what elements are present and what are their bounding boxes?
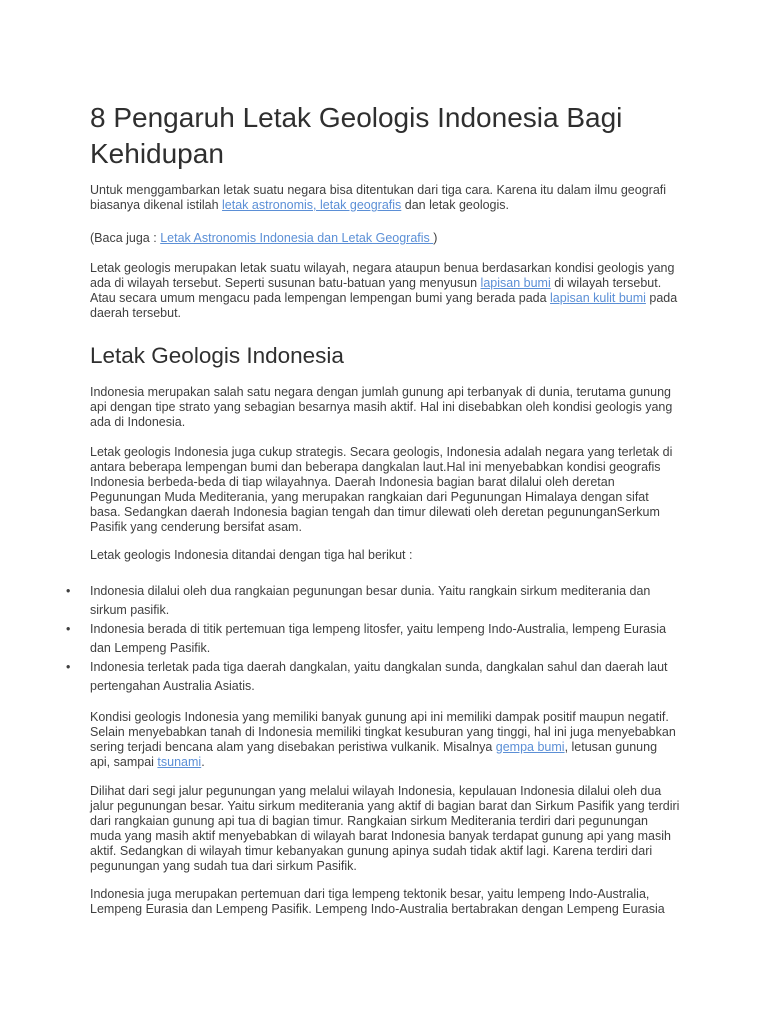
dampak-text-1: Kondisi geologis Indonesia yang memiliki banyak gunung api ini memiliki dampak positif maupun negatif. Selain menyebabkan tanah di Indonesia memiliki tingkat kesuburan yang tinggi, hal ini juga menyebabkan sering terjadi bencana alam yang disebakan peristiwa vulkanik. Misalnya [90, 710, 676, 754]
baca-juga-prefix: (Baca juga : [90, 231, 161, 245]
paragraph-lempeng-tektonik: Indonesia juga merupakan pertemuan dari tiga lempeng tektonik besar, yaitu lempeng Indo-Australia, Lempeng Eurasia dan Lempeng Pasifik. Lempeng Indo-Australia bertabrakan dengan Lempeng Eurasia [90, 887, 665, 916]
astronomis-geografis-link[interactable]: letak astronomis, letak geografis [222, 198, 402, 212]
list-item [66, 620, 680, 658]
definition-text-1: Letak geologis merupakan letak suatu wilayah, negara ataupun benua berdasarkan kondisi geologis yang ada di wilayah tersebut. Seperti susunan batu-batuan yang menyusun [90, 261, 675, 290]
bullet-glyph: • [66, 622, 71, 636]
paragraph-ditandai: Letak geologis Indonesia ditandai dengan tiga hal berikut : [90, 548, 413, 562]
paragraph-dampak [90, 710, 680, 770]
paragraph-letak-strategis: Letak geologis Indonesia juga cukup strategis. Secara geologis, Indonesia adalah negara yang terletak di antara beberapa lempengan bumi dan beberapa dangkalan laut.Hal ini menyebabkan kondisi geografis Indonesia berbeda-beda di tiap wilayahnya. Daerah Indonesia bagian barat dilalui oleh deretan Pegunungan Muda Mediterania, yang merupakan rangkaian dari Pegunungan Himalaya dengan sifat basa. Sedangkan daerah Indonesia bagian tengah dan timur dilewati oleh deretan pegununganSerkum Pasifik yang cenderung bersifat asam. [90, 445, 673, 534]
bullet-glyph: • [66, 660, 71, 674]
baca-juga-paragraph [90, 231, 680, 246]
bullet-glyph: • [66, 584, 71, 598]
tsunami-link[interactable]: tsunami [157, 755, 202, 769]
bullet-list [66, 582, 680, 696]
page-title: 8 Pengaruh Letak Geologis Indonesia Bagi Kehidupan [90, 102, 623, 169]
dampak-text-2: , letusan gunung api, sampai [90, 740, 658, 769]
section-heading: Letak Geologis Indonesia [90, 343, 344, 368]
list-item [66, 658, 680, 696]
dampak-text-3: . [201, 755, 205, 769]
list-item-text: Indonesia berada di titik pertemuan tiga lempeng litosfer, yaitu lempeng Indo-Australia, lempeng Eurasia dan Lempeng Pasifik. [90, 622, 667, 655]
definition-text-3: pada daerah tersebut. [90, 291, 678, 320]
baca-juga-suffix: ) [433, 231, 438, 245]
baca-juga-link[interactable]: Letak Astronomis Indonesia dan Letak Geografis [160, 231, 434, 245]
list-item-text: Indonesia terletak pada tiga daerah dangkalan, yaitu dangkalan sunda, dangkalan sahul dan daerah laut pertengahan Australia Asiatis. [90, 660, 668, 693]
lapisan-kulit-bumi-link[interactable]: lapisan kulit bumi [550, 291, 646, 305]
paragraph-jalur-pegunungan: Dilihat dari segi jalur pegunungan yang melalui wilayah Indonesia, kepulauan Indonesia dilalui oleh dua jalur pegunungan besar. Yaitu sirkum mediterania yang aktif di bagian barat dan Sirkum Pasifik yang terdiri dari rangkaian gunung api tua di bagian timur. Rangkaian sirkum Mediterania terdiri dari pegunungan muda yang masih aktif menyebabkan di wilayah barat Indonesia banyak terdapat gunung api yang masih aktif. Sedangkan di wilayah timur kebanyakan gunung apinya sudah tidak aktif lagi. Karena terdiri dari pegunungan yang sudah tua dari sirkum Pasifik. [90, 784, 680, 873]
intro-text-after: dan letak geologis. [401, 198, 510, 212]
definition-paragraph [90, 261, 680, 321]
list-item-text: Indonesia dilalui oleh dua rangkaian pegunungan besar dunia. Yaitu rangkain sirkum mediterania dan sirkum pasifik. [90, 584, 651, 617]
definition-text-2: di wilayah tersebut. Atau secara umum mengacu pada lempengan lempengan bumi yang berada pada [90, 276, 662, 305]
lapisan-bumi-link[interactable]: lapisan bumi [480, 276, 551, 290]
intro-text-before: Untuk menggambarkan letak suatu negara bisa ditentukan dari tiga cara. Karena itu dalam ilmu geografi biasanya dikenal istilah [90, 183, 667, 212]
paragraph-gunung-api: Indonesia merupakan salah satu negara dengan jumlah gunung api terbanyak di dunia, terutama gunung api dengan tipe strato yang sebagian besarnya masih aktif. Hal ini disebabkan oleh kondisi geologis yang ada di Indonesia. [90, 385, 673, 429]
gempa-bumi-link[interactable]: gempa bumi [495, 740, 565, 754]
intro-paragraph [90, 183, 680, 213]
list-item [66, 582, 680, 620]
